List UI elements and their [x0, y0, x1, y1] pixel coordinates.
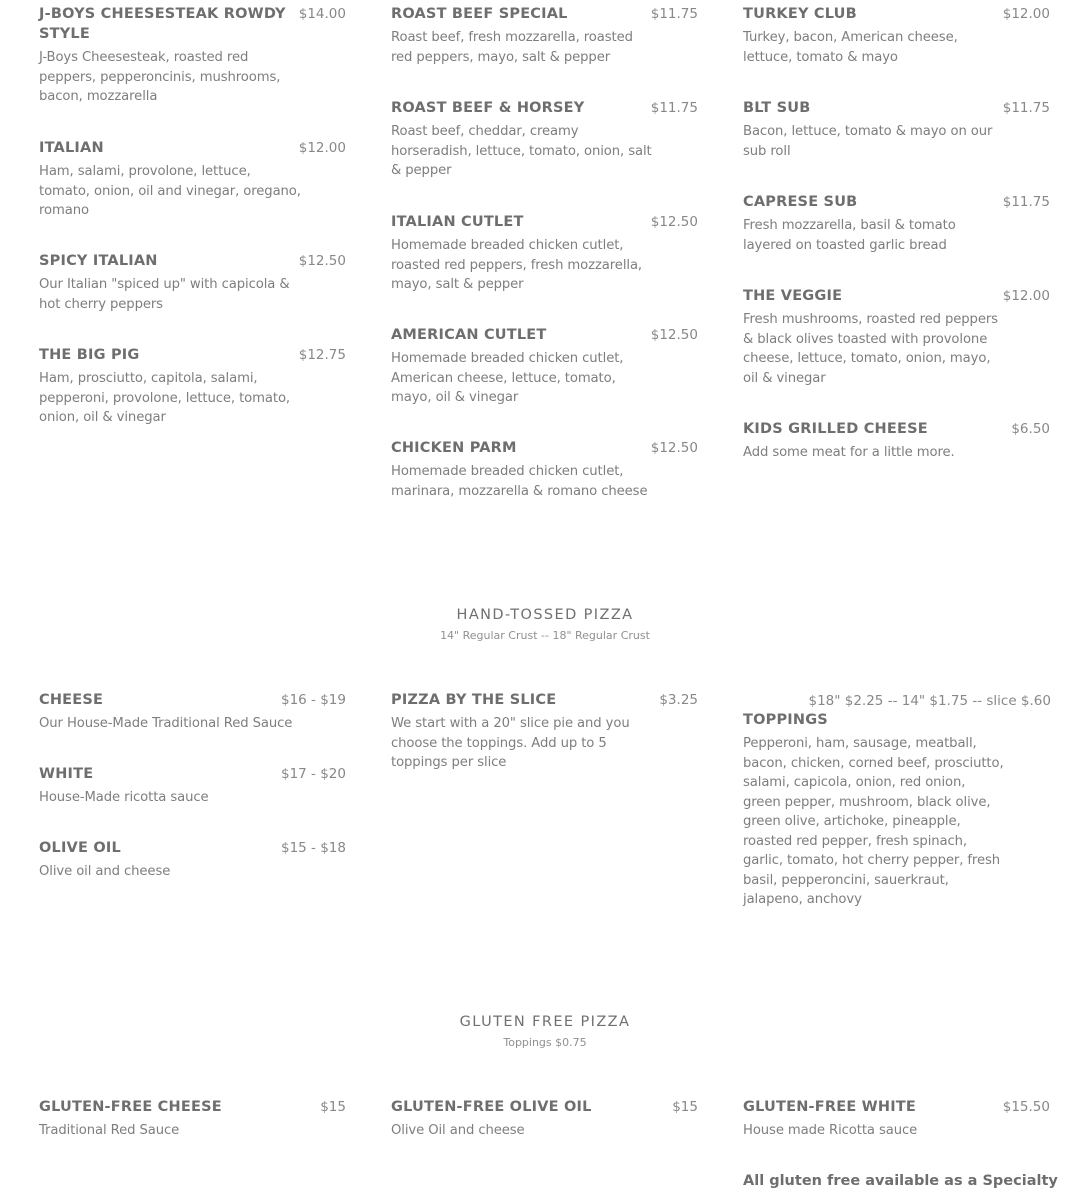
item-price: $15 - $18: [281, 840, 346, 856]
item-description: Ham, salami, provolone, lettuce, tomato, onion, oil and vinegar, oregano, romano: [39, 164, 301, 218]
item-description: Olive oil and cheese: [39, 864, 171, 879]
item-price: $11.75: [1002, 100, 1050, 116]
item-price: $17 - $20: [281, 766, 346, 782]
item-name: TURKEY CLUB: [743, 6, 857, 22]
menu-item: [391, 98, 699, 181]
item-description: Ham, prosciutto, capitola, salami, pepperoni, provolone, lettuce, tomato, onion, oil & vinegar: [39, 371, 290, 425]
item-price: $16 - $19: [281, 692, 346, 708]
item-description: Add some meat for a little more.: [743, 445, 955, 460]
item-name: OLIVE OIL: [39, 840, 121, 856]
menu-item: [391, 212, 699, 295]
item-name: GLUTEN-FREE WHITE: [743, 1099, 916, 1115]
item-name: CAPRESE SUB: [743, 194, 858, 210]
item-name: ITALIAN CUTLET: [391, 214, 524, 230]
section-subtitle-gluten-free: Toppings $0.75: [503, 1036, 587, 1049]
item-description: J-Boys Cheesesteak, roasted red peppers, pepperoncinis, mushrooms, bacon, mozzarella: [39, 50, 281, 104]
menu-item: [391, 690, 699, 773]
item-name: SPICY ITALIAN: [39, 253, 158, 269]
item-description: Turkey, bacon, American cheese, lettuce, tomato & mayo: [743, 30, 958, 65]
item-name: THE BIG PIG: [39, 347, 140, 363]
section-subtitle-hand-tossed: 14" Regular Crust -- 18" Regular Crust: [440, 629, 650, 642]
menu-item: [39, 690, 347, 734]
item-price: $6.50: [1011, 421, 1050, 437]
section-title-gluten-free: GLUTEN FREE PIZZA: [459, 1014, 631, 1030]
item-price: $12.50: [650, 327, 698, 343]
item-name: ROAST BEEF SPECIAL: [391, 6, 568, 22]
item-name: KIDS GRILLED CHEESE: [743, 421, 928, 437]
menu-item: [39, 1097, 347, 1141]
item-description: House-Made ricotta sauce: [39, 790, 209, 805]
menu-item: [743, 286, 1051, 388]
item-description: Roast beef, fresh mozzarella, roasted red peppers, mayo, salt & pepper: [391, 30, 633, 65]
item-price: $11.75: [650, 100, 698, 116]
menu-item: [39, 4, 347, 107]
menu-item: [39, 764, 347, 808]
menu-item: [743, 419, 1051, 463]
item-description: Our Italian "spiced up" with capicola & hot cherry peppers: [39, 277, 290, 312]
toppings-price: $18" $2.25 -- 14" $1.75 -- slice $.60: [808, 693, 1051, 709]
item-price: $14.00: [298, 6, 346, 22]
menu-item: [39, 345, 347, 428]
item-description: Roast beef, cheddar, creamy horseradish, lettuce, tomato, onion, salt & pepper: [391, 124, 652, 178]
item-description: Fresh mozzarella, basil & tomato layered on toasted garlic bread: [743, 218, 956, 253]
menu-item: [391, 325, 699, 408]
menu-item: [39, 251, 347, 314]
item-name: J-BOYS CHEESESTEAK ROWDY STYLE: [39, 6, 286, 42]
section-title-hand-tossed: HAND-TOSSED PIZZA: [456, 607, 634, 623]
item-name: THE VEGGIE: [743, 288, 843, 304]
item-description: Bacon, lettuce, tomato & mayo on our sub roll: [743, 124, 993, 159]
item-description: Our House-Made Traditional Red Sauce: [39, 716, 293, 731]
item-name: PIZZA BY THE SLICE: [391, 692, 557, 708]
item-description: Olive Oil and cheese: [391, 1123, 525, 1138]
item-name: ITALIAN: [39, 140, 104, 156]
item-price: $15: [672, 1099, 698, 1115]
item-price: $12.50: [650, 440, 698, 456]
item-name: CHICKEN PARM: [391, 440, 517, 456]
menu-item: [39, 838, 347, 882]
toppings-item: [743, 692, 1051, 910]
item-price: $15.50: [1002, 1099, 1050, 1115]
menu-item: [743, 192, 1051, 255]
menu-item: [391, 4, 699, 67]
menu-item: [743, 4, 1051, 67]
item-description: We start with a 20" slice pie and you choose the toppings. Add up to 5 toppings per slice: [391, 716, 630, 770]
item-description: Homemade breaded chicken cutlet, roasted red peppers, fresh mozzarella, mayo, salt & pepper: [391, 238, 643, 292]
menu-item: [743, 98, 1051, 161]
item-name: BLT SUB: [743, 100, 811, 116]
item-name: GLUTEN-FREE CHEESE: [39, 1099, 222, 1115]
item-price: $12.75: [298, 347, 346, 363]
item-description: House made Ricotta sauce: [743, 1123, 918, 1138]
item-description: Homemade breaded chicken cutlet, marinara, mozzarella & romano cheese: [391, 464, 648, 499]
item-description: Fresh mushrooms, roasted red peppers & black olives toasted with provolone cheese, lettuce, tomato, onion, mayo, oil & vinegar: [743, 312, 998, 386]
item-price: $11.75: [1002, 194, 1050, 210]
item-name: GLUTEN-FREE OLIVE OIL: [391, 1099, 592, 1115]
item-name: ROAST BEEF & HORSEY: [391, 100, 585, 116]
item-price: $12.50: [650, 214, 698, 230]
menu-item: [391, 438, 699, 501]
menu-item: [39, 138, 347, 221]
item-price: $12.00: [1002, 6, 1050, 22]
item-price: $12.00: [298, 140, 346, 156]
item-price: $12.00: [1002, 288, 1050, 304]
item-description: Traditional Red Sauce: [39, 1123, 180, 1138]
item-name: AMERICAN CUTLET: [391, 327, 547, 343]
item-name: WHITE: [39, 766, 94, 782]
gluten-free-note: All gluten free available as a Specialty: [743, 1173, 1058, 1189]
item-name: CHEESE: [39, 692, 104, 708]
toppings-name: TOPPINGS: [743, 712, 828, 728]
toppings-description: Pepperoni, ham, sausage, meatball, bacon, chicken, corned beef, prosciutto, salami, capicola, onion, red onion, green pepper, mushroom, black olive, green olive, artichoke, pineapple, roasted red pepper, fresh spinach, garlic, tomato, hot cherry pepper, fresh basil, pepperoncini, sauerkraut, jalapeno, anchovy: [743, 736, 1004, 907]
item-price: $15: [320, 1099, 346, 1115]
menu-item: [391, 1097, 699, 1141]
item-description: Homemade breaded chicken cutlet, American cheese, lettuce, tomato, mayo, oil & vinegar: [391, 351, 624, 405]
item-price: $11.75: [650, 6, 698, 22]
item-price: $3.25: [659, 692, 698, 708]
menu-item: [743, 1097, 1051, 1141]
item-price: $12.50: [298, 253, 346, 269]
